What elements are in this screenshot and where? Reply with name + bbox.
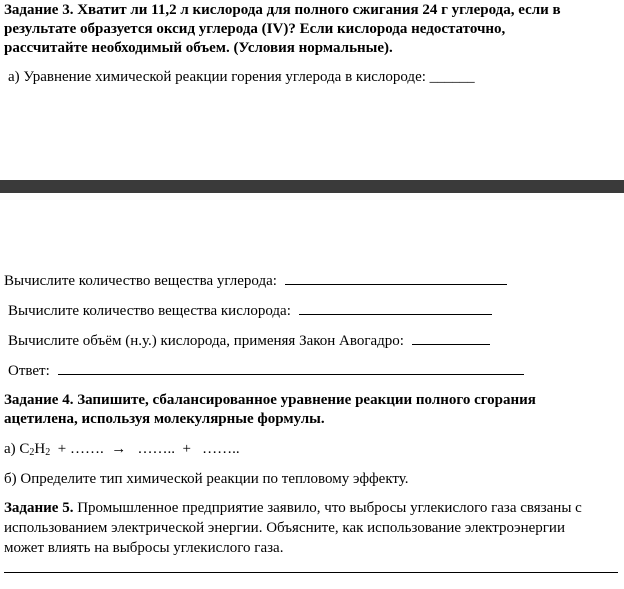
task3-volume-line (8, 330, 490, 351)
task4-heading-line1: Задание 4. Запишите, сбалансированное уравнение реакции полного сгорания (4, 392, 536, 408)
eq-sub-2: 2 (45, 447, 51, 458)
eq-sub-1: 2 (29, 447, 35, 458)
task3-heading-line1: Задание 3. Хватит ли 11,2 л кислорода для полного сжигания 24 г углерода, если в (4, 2, 561, 18)
task4-item-b: б) Определите тип химической реакции по тепловому эффекту. (4, 471, 409, 487)
eq-rest: + ……. → …….. + …….. (50, 441, 240, 457)
task3-heading-line2: результате образуется оксид углерода (IV)? Если кислорода недостаточно, (4, 21, 506, 37)
task3-oxygen-line (8, 300, 492, 321)
eq-h: H (34, 441, 46, 457)
carbon-answer-blank[interactable] (285, 270, 507, 285)
task5-label: Задание 5. (4, 500, 74, 516)
answer-rule-line[interactable] (4, 572, 618, 573)
task5-text-1: Промышленное предприятие заявило, что выбросы углекислого газа связаны с (73, 500, 582, 516)
task5-line2: использованием электрической энергии. Объясните, как использование электроэнергии (4, 520, 565, 536)
oxygen-answer-blank[interactable] (299, 300, 492, 315)
task3-answer-line (8, 360, 524, 381)
task3-carbon-label: Вычислите количество вещества углерода: (4, 273, 277, 289)
task3-item-a: а) Уравнение химической реакции горения углерода в кислороде: ______ (8, 69, 475, 85)
task4-equation (4, 439, 240, 459)
final-answer-blank[interactable] (58, 360, 524, 375)
task5-line1 (4, 498, 582, 518)
task3-heading-line3: рассчитайте необходимый объем. (Условия нормальные). (4, 40, 393, 56)
task3-oxygen-label: Вычислите количество вещества кислорода: (8, 303, 291, 319)
task4-heading-line2: ацетилена, используя молекулярные формулы. (4, 411, 325, 427)
black-divider-bar (0, 180, 624, 193)
volume-answer-blank[interactable] (412, 330, 490, 345)
task3-answer-label: Ответ: (8, 363, 50, 379)
eq-prefix: а) C (4, 441, 30, 457)
task3-carbon-line (4, 270, 507, 291)
task3-volume-label: Вычислите объём (н.у.) кислорода, применяя Закон Авогадро: (8, 333, 404, 349)
task5-line3: может влиять на выбросы углекислого газа. (4, 540, 284, 556)
